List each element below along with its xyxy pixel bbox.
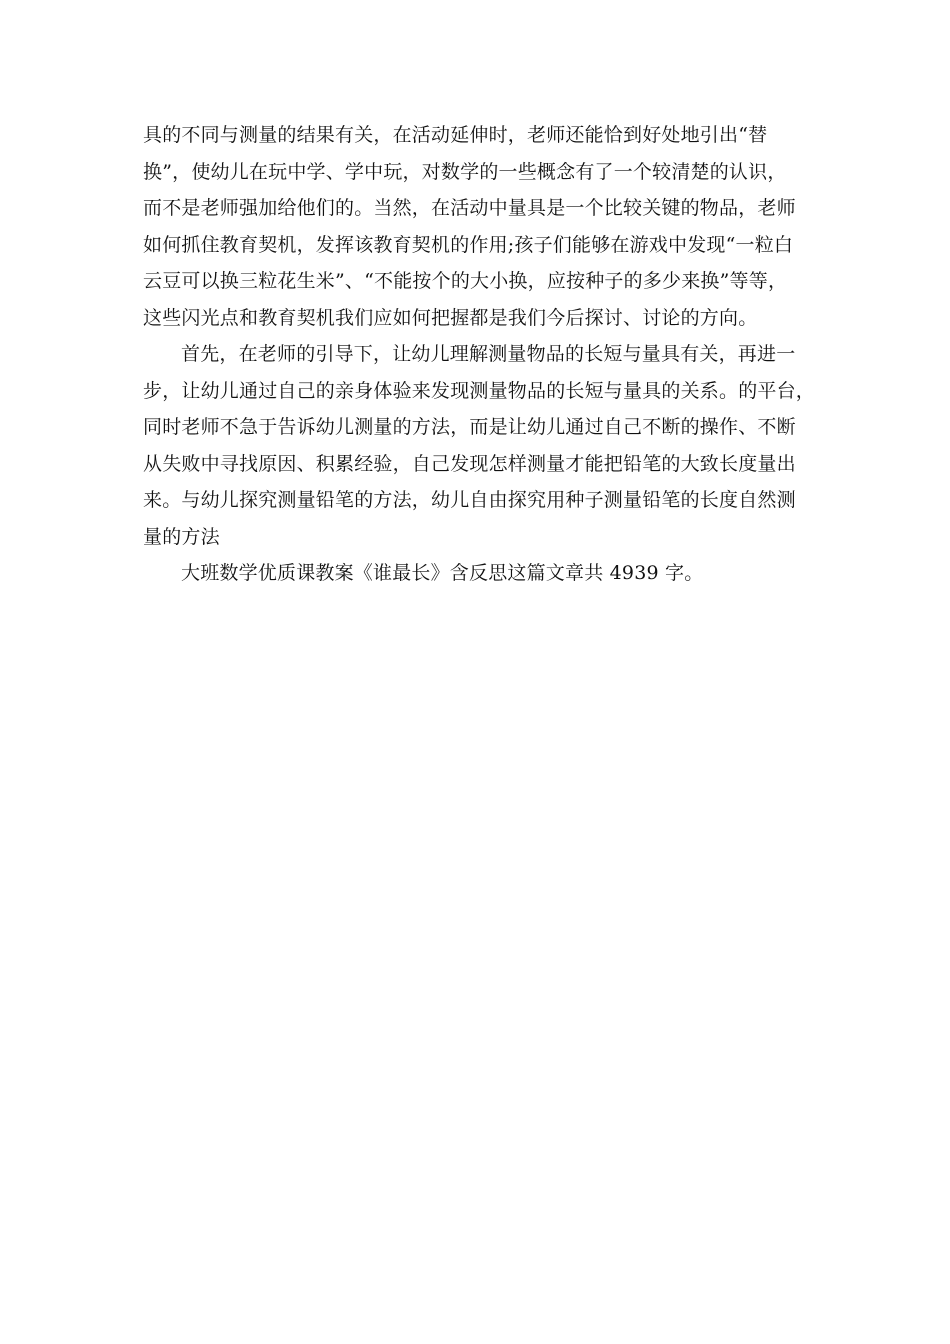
text-line: 这些闪光点和教育契机我们应如何把握都是我们今后探讨、讨论的方向。 [143, 306, 758, 329]
text-line: 具的不同与测量的结果有关，在活动延伸时，老师还能恰到好处地引出“替 [143, 124, 768, 146]
paragraph-first [143, 336, 816, 555]
document-body [143, 117, 816, 592]
text-line: 从失败中寻找原因、积累经验，自己发现怎样测量才能把铅笔的大致长度量出 [143, 452, 796, 475]
text-line: 同时老师不急于告诉幼儿测量的方法，而是让幼儿通过自己不断的操作、不断 [143, 416, 796, 438]
paragraph-continuation [143, 117, 813, 336]
text-line: 而不是老师强加给他们的。当然，在活动中量具是一个比较关键的物品，老师 [143, 197, 796, 219]
text-line: 大班数学优质课教案《谁最长》含反思这篇文章共 4939 字。 [181, 562, 704, 584]
text-line: 来。与幼儿探究测量铅笔的方法，幼儿自由探究用种子测量铅笔的长度自然测 [143, 489, 796, 511]
text-line: 如何抓住教育契机，发挥该教育契机的作用;孩子们能够在游戏中发现“一粒白 [143, 233, 794, 256]
paragraph-summary [143, 555, 813, 592]
text-line: 换”，使幼儿在玩中学、学中玩，对数学的一些概念有了一个较清楚的认识， [143, 160, 787, 183]
text-line: 云豆可以换三粒花生米”、“不能按个的大小换，应按种子的多少来换”等等， [143, 270, 788, 292]
text-line: 量的方法 [143, 525, 220, 548]
text-line: 首先，在老师的引导下，让幼儿理解测量物品的长短与量具有关，再进一 [181, 343, 796, 365]
text-line: 步，让幼儿通过自己的亲身体验来发现测量物品的长短与量具的关系。的平台， [143, 379, 816, 402]
